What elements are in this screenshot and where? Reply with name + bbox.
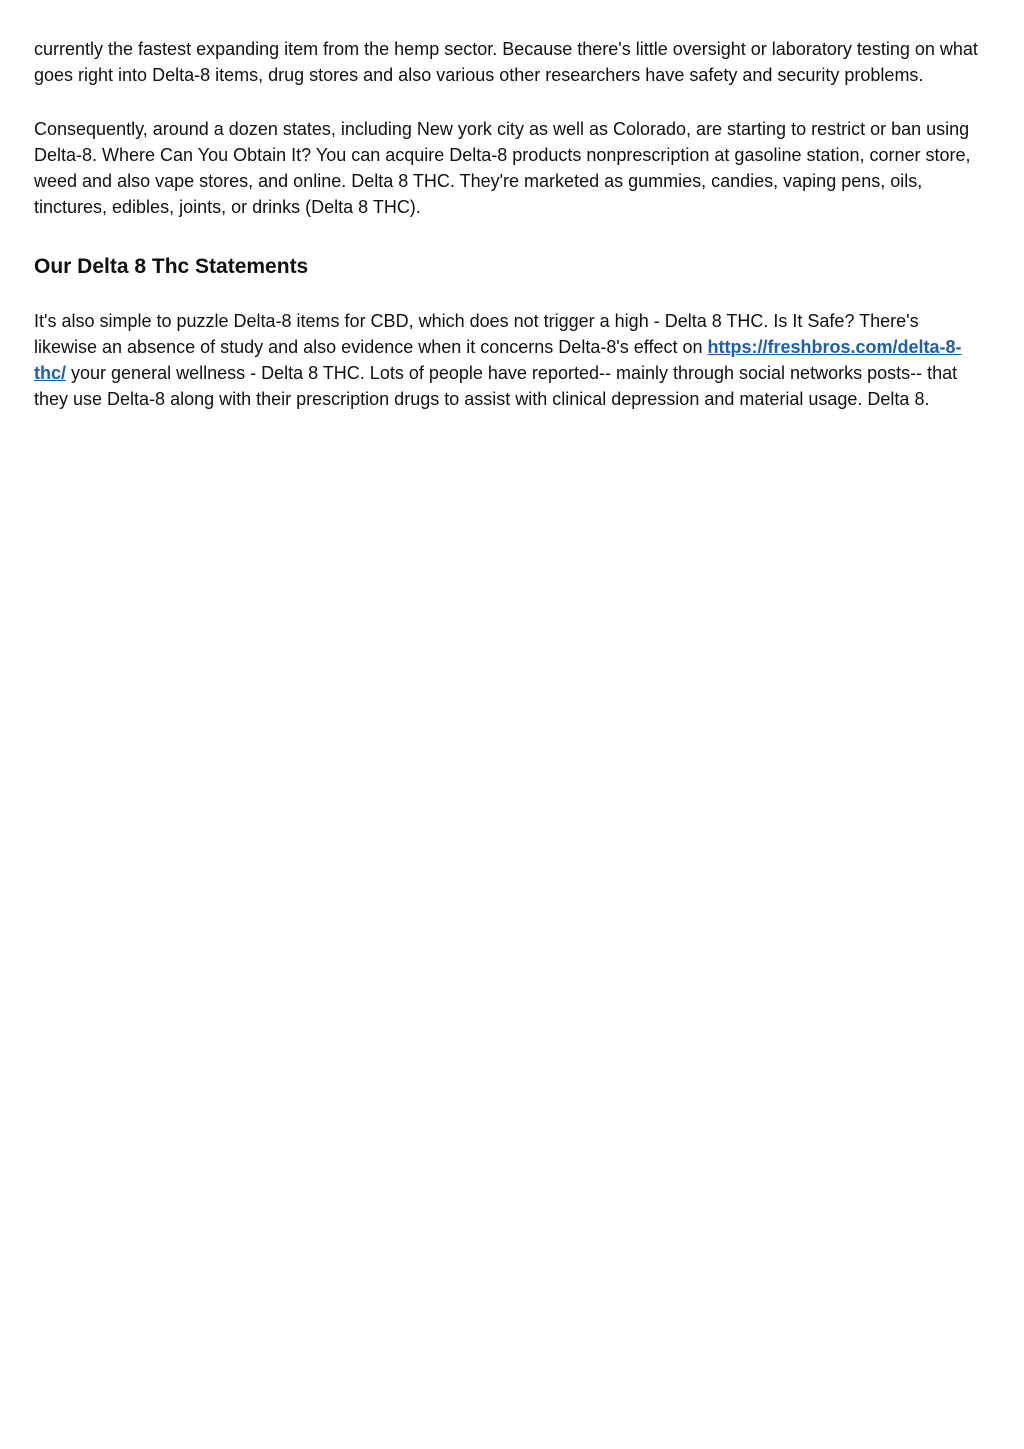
freshbros-link[interactable]: https://freshbros.com/delta-8-thc/ [34,337,962,383]
body-paragraph: Consequently, around a dozen states, including New york city as well as Colorado, are starting to restrict or ban using Delta-8. Where Can You Obtain It? You can acquire Delta-8 products nonprescription at gasoline station, corner store, weed and also vape stores, and online. Delta 8 THC. They're marketed as gummies, candies, vaping pens, oils, tinctures, edibles, joints, or drinks (Delta 8 THC). [34,119,971,217]
section-heading: Our Delta 8 Thc Statements [34,255,309,278]
paragraph-text-before-link: It's also simple to puzzle Delta-8 items for CBD, which does not trigger a high - Delta 8 THC. Is It Safe? There's likewise an absence of study and also evidence when it concerns Delta-8's effect on [34,311,919,357]
body-paragraph-with-link [34,308,984,412]
body-paragraph: currently the fastest expanding item from the hemp sector. Because there's little oversight or laboratory testing on what goes right into Delta-8 items, drug stores and also various other researchers have safety and security problems. [34,39,978,85]
paragraph-text-after-link: your general wellness - Delta 8 THC. Lots of people have reported-- mainly through social networks posts-- that they use Delta-8 along with their prescription drugs to assist with clinical depression and material usage. Delta 8. [34,363,958,409]
